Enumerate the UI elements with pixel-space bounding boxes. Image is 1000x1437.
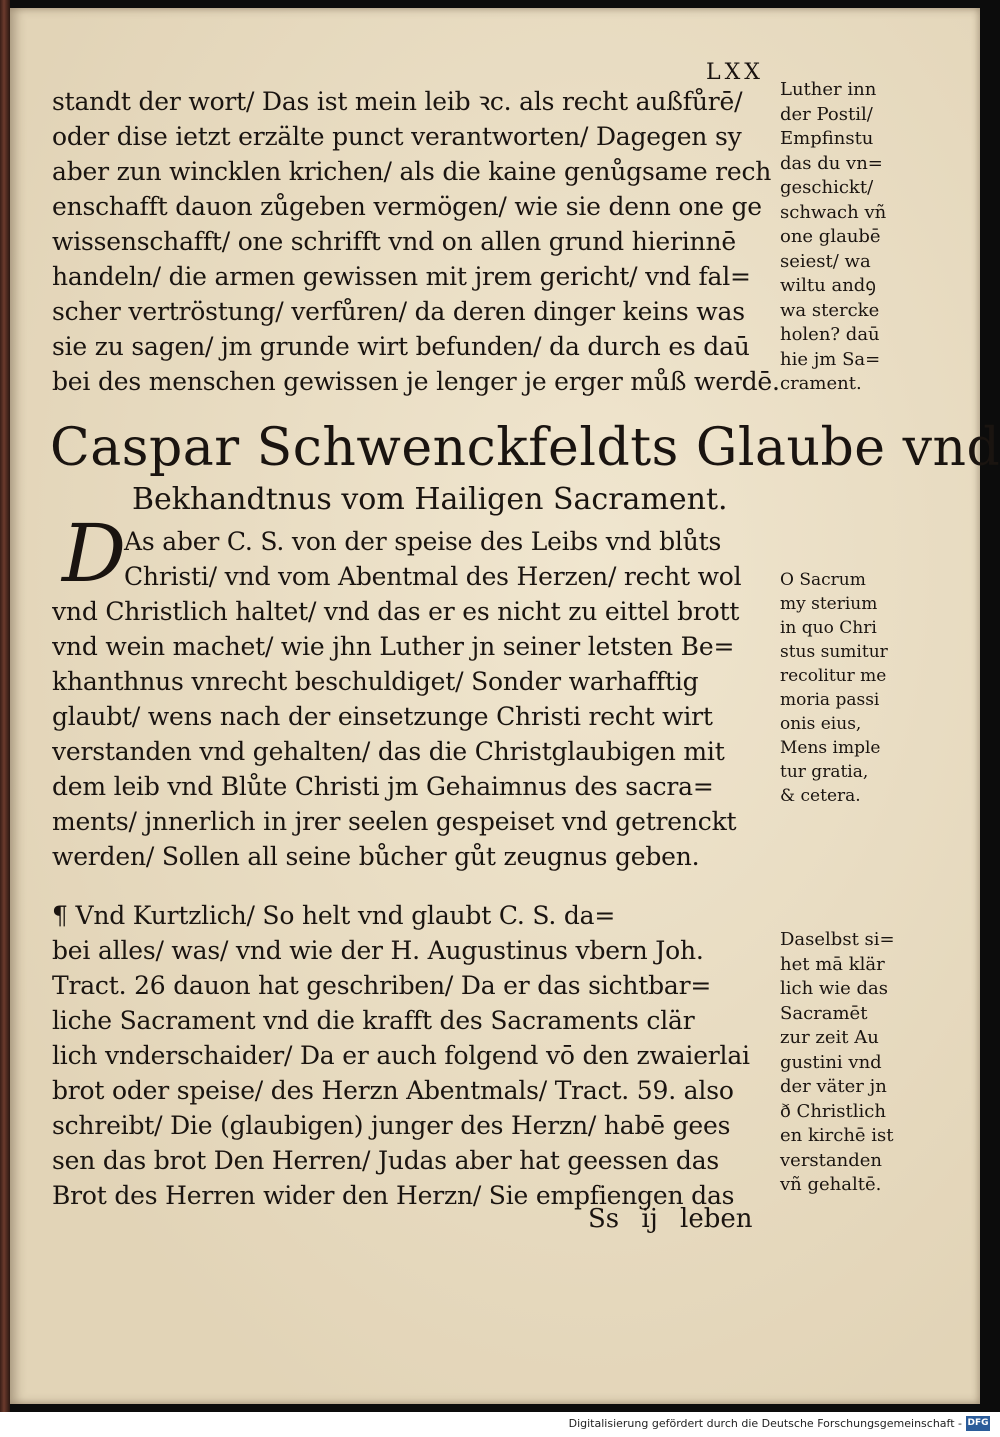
- note-line: lich wie das: [780, 978, 888, 999]
- text-line-content: Vnd Kurtzlich/ So helt vnd glaubt C. S. da=: [75, 901, 616, 930]
- text-line: dem leib vnd Blůte Christi jm Gehaimnus des sacra=: [52, 772, 714, 801]
- note-line: my sterium: [780, 594, 878, 614]
- catchword: Ss ij leben: [588, 1204, 753, 1234]
- text-line: oder dise ietzt erzälte punct verantworten/ Dagegen sy: [52, 122, 742, 151]
- note-line: verstanden: [780, 1149, 882, 1171]
- note-line: onis eius,: [780, 714, 862, 734]
- text-line: scher vertröstung/ verfůren/ da deren dinger keins was: [52, 297, 745, 326]
- text-line: ments/ jnnerlich in jrer seelen gespeiset vnd getrenckt: [52, 807, 737, 836]
- text-block-2: [52, 524, 782, 874]
- note-line: stus sumitur: [780, 642, 888, 662]
- note-line: & cetera.: [780, 786, 861, 806]
- text-line: As aber C. S. von der speise des Leibs vnd blůts: [124, 527, 722, 556]
- text-line: sen das brot Den Herren/ Judas aber hat geessen das: [52, 1146, 720, 1175]
- text-line: bei des menschen gewissen je lenger je erger můß werdē.: [52, 367, 780, 396]
- text-line: verstanden vnd gehalten/ das die Christglaubigen mit: [52, 737, 725, 766]
- text-line: enschafft dauon zůgeben vermögen/ wie sie denn one ge: [52, 192, 762, 221]
- note-line: Sacramēt: [780, 1002, 868, 1024]
- text-block-1: [52, 84, 782, 399]
- text-line: liche Sacrament vnd die krafft des Sacraments clär: [52, 1006, 695, 1035]
- text-block-3: [52, 898, 782, 1213]
- note-line: wiltu andꝯ: [780, 275, 876, 296]
- text-line: khanthnus vnrecht beschuldiget/ Sonder warhafftig: [52, 667, 699, 696]
- text-line: Tract. 26 dauon hat geschriben/ Da er das sichtbar=: [52, 971, 712, 1000]
- text-line: standt der wort/ Das ist mein leib ꝛc. als recht außfůrē/: [52, 87, 743, 116]
- note-line: geschickt/: [780, 177, 874, 198]
- note-line: gustini vnd: [780, 1051, 882, 1073]
- note-line: tur gratia,: [780, 762, 869, 782]
- note-line: vñ gehaltē.: [780, 1174, 882, 1195]
- section-heading: [50, 418, 1000, 522]
- note-line: crament.: [780, 373, 862, 394]
- note-line: zur zeit Au: [780, 1027, 879, 1048]
- text-line: sie zu sagen/ jm grunde wirt befunden/ da durch es daū: [52, 332, 750, 361]
- digitization-footer: [0, 1412, 1000, 1437]
- note-line: wa stercke: [780, 299, 880, 321]
- note-line: recolitur me: [780, 666, 887, 686]
- note-line: Empfinstu: [780, 128, 874, 149]
- note-line: het mā klär: [780, 953, 885, 975]
- note-line: in quo Chri: [780, 618, 877, 638]
- folio-number: LXX: [706, 60, 764, 85]
- note-line: moria passi: [780, 690, 880, 710]
- note-line: O Sacrum: [780, 570, 866, 590]
- book-binding-edge: [0, 0, 10, 1412]
- book-page: [10, 8, 1000, 1404]
- note-line: das du vn=: [780, 152, 883, 174]
- note-line: schwach vñ: [780, 201, 887, 223]
- text-line: Brot des Herren wider den Herzn/ Sie empfiengen das: [52, 1181, 735, 1210]
- marginal-note-3: [780, 928, 920, 1198]
- heading-line-1: Caspar Schwenckfeldts Glaube vnd: [50, 418, 1000, 478]
- text-line: vnd Christlich haltet/ vnd das er es nicht zu eittel brott: [52, 597, 740, 626]
- text-line: werden/ Sollen all seine bůcher gůt zeugnus geben.: [52, 842, 700, 871]
- note-line: hie jm Sa=: [780, 348, 881, 370]
- text-line: vnd wein machet/ wie jhn Luther jn seiner letsten Be=: [52, 632, 735, 661]
- text-line: bei alles/ was/ vnd wie der H. Augustinus vbern Joh.: [52, 936, 704, 965]
- note-line: Daselbst si=: [780, 929, 895, 950]
- text-line: glaubt/ wens nach der einsetzunge Christi recht wirt: [52, 702, 713, 731]
- text-line: wissenschafft/ one schrifft vnd on allen grund hierinnē: [52, 227, 736, 256]
- note-line: en kirchē ist: [780, 1125, 894, 1146]
- marginal-note-2: [780, 568, 920, 808]
- text-line: handeln/ die armen gewissen mit jrem gericht/ vnd fal=: [52, 262, 751, 291]
- text-line: [52, 898, 782, 933]
- note-line: seiest/ wa: [780, 250, 871, 272]
- text-line: lich vnderschaider/ Da er auch folgend vō den zwaierlai: [52, 1041, 750, 1070]
- note-line: holen? daū: [780, 324, 880, 345]
- note-line: der Postil/: [780, 103, 873, 125]
- text-line: schreibt/ Die (glaubigen) junger des Herzn/ habē gees: [52, 1111, 731, 1140]
- marginal-note-1: [780, 78, 920, 397]
- drop-capital: D: [62, 507, 127, 600]
- text-line: Christi/ vnd vom Abentmal des Herzen/ recht wol: [124, 562, 742, 591]
- note-line: one glaubē: [780, 226, 881, 247]
- heading-line-2: Bekhandtnus vom Hailigen Sacrament.: [132, 482, 728, 517]
- text-line: brot oder speise/ des Herzn Abentmals/ Tract. 59. also: [52, 1076, 734, 1105]
- pilcrow-mark: ¶: [52, 901, 68, 930]
- note-line: Luther inn: [780, 79, 877, 100]
- note-line: der väter jn: [780, 1076, 887, 1097]
- text-line: aber zun wincklen krichen/ als die kaine genůgsame rech: [52, 157, 772, 186]
- dfg-logo: DFG: [966, 1416, 990, 1431]
- note-line: Mens imple: [780, 738, 881, 758]
- funding-credit: Digitalisierung gefördert durch die Deutsche Forschungsgemeinschaft -: [568, 1417, 962, 1430]
- note-line: ð Christlich: [780, 1100, 886, 1122]
